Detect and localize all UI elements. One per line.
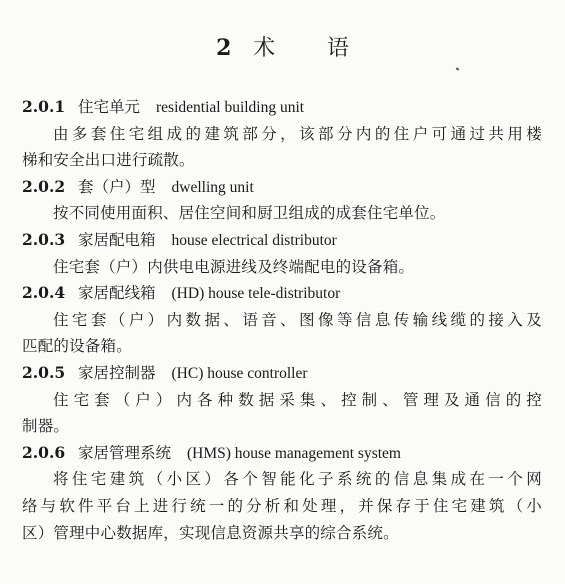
term-number: 2.0.4 xyxy=(22,283,66,303)
term-heading xyxy=(22,440,542,467)
term-number: 2.0.5 xyxy=(22,362,66,382)
section-title-char-1: 术 xyxy=(253,36,276,61)
term-english: residential building unit xyxy=(156,99,305,116)
term-definition-line: 将住宅建筑（小区）各个智能化子系统的信息集成在一个网 xyxy=(53,470,542,489)
term-english: (HC) house controller xyxy=(171,364,308,382)
term-number: 2.0.3 xyxy=(22,229,66,249)
section-heading xyxy=(0,31,565,62)
term-number: 2.0.6 xyxy=(22,442,66,462)
term-definition-line: 梯和安全出口进行疏散。 xyxy=(22,151,195,170)
term-number: 2.0.1 xyxy=(22,97,66,116)
term-heading xyxy=(22,174,542,201)
term-chinese: 家居管理系统 xyxy=(78,443,172,462)
term-chinese: 家居配电箱 xyxy=(78,230,156,249)
term-chinese: 住宅单元 xyxy=(78,98,141,116)
term-definition-line: 按不同使用面积、居住空间和厨卫组成的成套住宅单位。 xyxy=(53,204,446,223)
term-definition-line: 由多套住宅组成的建筑部分，该部分内的住户可通过共用楼 xyxy=(53,124,542,143)
term-definition-line: 住宅套（户）内数据、语音、图像等信息传输线缆的接入及 xyxy=(53,310,542,329)
term-chinese: 家居配线箱 xyxy=(78,284,156,303)
term-definition-line: 制器。 xyxy=(22,417,70,436)
term-chinese: 套（户）型 xyxy=(78,177,156,196)
section-title-char-2: 语 xyxy=(326,36,349,61)
term-english: (HD) house tele-distributor xyxy=(171,285,341,303)
term-definition-line: 住宅套（户）内各种数据采集、控制、管理及通信的控 xyxy=(53,390,542,409)
section-number: 2 xyxy=(216,35,232,61)
term-heading xyxy=(22,94,542,121)
term-definition-line: 匹配的设备箱。 xyxy=(22,337,132,356)
term-english: dwelling unit xyxy=(171,178,254,196)
term-definition-line: 住宅套（户）内供电电源进线及终端配电的设备箱。 xyxy=(53,257,415,276)
term-heading xyxy=(22,227,542,254)
term-heading xyxy=(22,360,542,387)
stray-mark xyxy=(456,67,460,70)
term-number: 2.0.2 xyxy=(22,176,66,196)
term-english: (HMS) house management system xyxy=(187,444,401,462)
term-chinese: 家居控制器 xyxy=(78,363,156,382)
term-heading xyxy=(22,280,542,307)
term-definition-line: 区）管理中心数据库，实现信息资源共享的综合系统。 xyxy=(22,523,399,542)
term-english: house electrical distributor xyxy=(171,231,337,249)
terms-list xyxy=(22,94,542,546)
term-definition-line: 络与软件平台上进行统一的分析和处理，并保存于住宅建筑（小 xyxy=(22,496,542,515)
